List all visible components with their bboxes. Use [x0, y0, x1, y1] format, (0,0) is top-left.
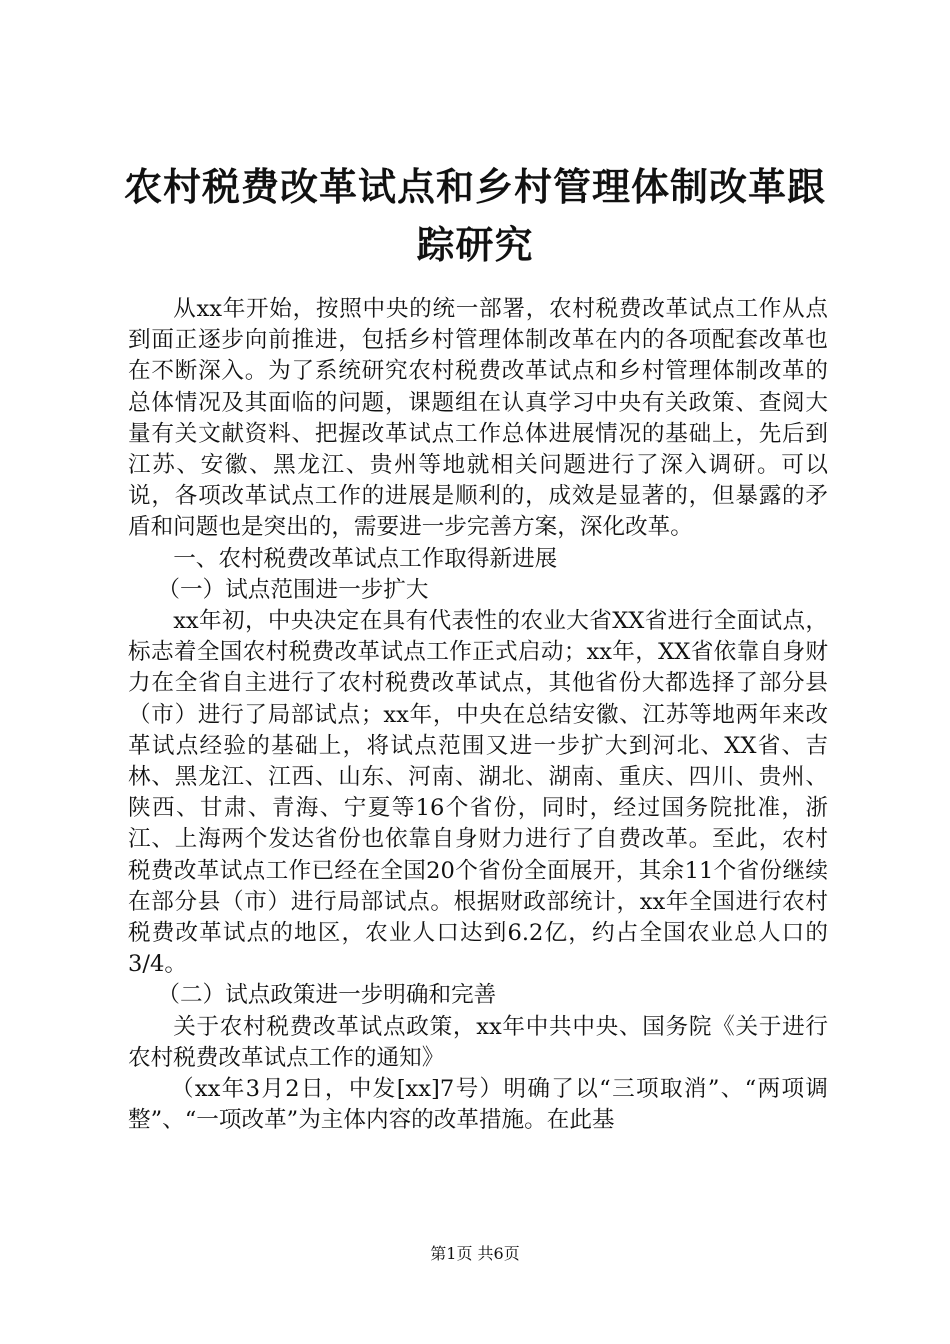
document-body: [128, 294, 828, 1136]
paragraph-intro: 从xx年开始，按照中央的统一部署，农村税费改革试点工作从点到面正逐步向前推进，包括乡村管理体制改革在内的各项配套改革也在不断深入。为了系统研究农村税费改革试点和乡村管理体制改革的总体情况及其面临的问题，课题组在认真学习中央有关政策、查阅大量有关文献资料、把握改革试点工作总体进展情况的基础上，先后到江苏、安徽、黑龙江、贵州等地就相关问题进行了深入调研。可以说，各项改革试点工作的进展是顺利的，成效是显著的，但暴露的矛盾和问题也是突出的，需要进一步完善方案，深化改革。: [128, 296, 828, 541]
paragraph-policy: 关于农村税费改革试点政策，xx年中共中央、国务院《关于进行农村税费改革试点工作的通知》: [128, 1013, 828, 1071]
section-heading-1: 一、农村税费改革试点工作取得新进展: [173, 545, 558, 572]
subsection-heading-1: （一）试点范围进一步扩大: [157, 576, 429, 603]
paragraph-scope: xx年初，中央决定在具有代表性的农业大省XX省进行全面试点，标志着全国农村税费改革试点工作正式启动；xx年，XX省依靠自身财力在全省自主进行了农村税费改革试点，其他省份大都选择了部分县（市）进行了局部试点；xx年，中央在总结安徽、江苏等地两年来改革试点经验的基础上，将试点范围又进一步扩大到河北、XX省、吉林、黑龙江、江西、山东、河南、湖北、湖南、重庆、四川、贵州、陕西、甘肃、青海、宁夏等16个省份，同时，经过国务院批准，浙江、上海两个发达省份也依靠自身财力进行了自费改革。至此，农村税费改革试点工作已经在全国20个省份全面展开，其余11个省份继续在部分县（市）进行局部试点。根据财政部统计，xx年全国进行农村税费改革试点的地区，农业人口达到6.2亿，约占全国农业总人口的3/4。: [128, 608, 828, 978]
page-footer: 第1页 共6页: [430, 1244, 520, 1263]
subsection-heading-2: （二）试点政策进一步明确和完善: [157, 982, 497, 1009]
document-title: 农村税费改革试点和乡村管理体制改革跟踪研究: [123, 164, 826, 267]
paragraph-policy-cont: （xx年3月2日，中发[xx]7号）明确了以“三项取消”、“两项调整”、“一项改革”为主体内容的改革措施。在此基: [128, 1076, 828, 1134]
